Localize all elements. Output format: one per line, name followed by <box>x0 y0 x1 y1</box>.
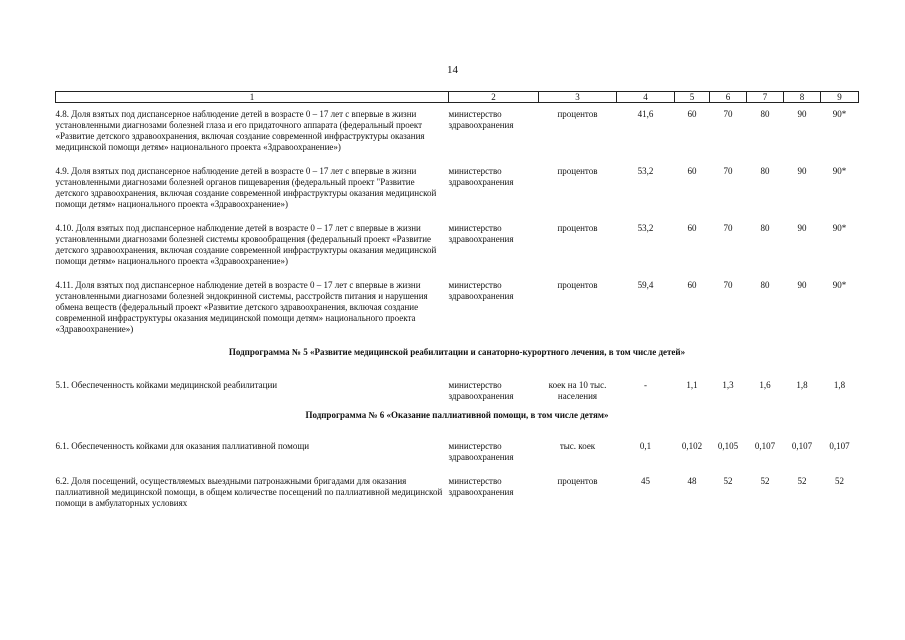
col-header-1: 1 <box>56 92 449 103</box>
value-col8: 90 <box>797 223 807 233</box>
value-col7: 80 <box>760 280 770 290</box>
value-col6: 52 <box>723 476 733 486</box>
unit: процентов <box>557 166 598 176</box>
value-col4: - <box>644 380 647 390</box>
unit: коек на 10 тыс. населения <box>548 380 607 401</box>
responsible: министерство здравоохранения <box>448 476 514 497</box>
value-col5: 1,1 <box>686 380 698 390</box>
value-col7: 80 <box>760 166 770 176</box>
value-col8: 0,107 <box>791 441 813 451</box>
value-col5: 60 <box>687 166 697 176</box>
responsible: министерство здравоохранения <box>448 380 514 401</box>
unit: тыс. коек <box>559 441 596 451</box>
col-header-5: 5 <box>675 92 710 103</box>
value-col7: 52 <box>760 476 770 486</box>
responsible: министерство здравоохранения <box>448 280 514 301</box>
responsible: министерство здравоохранения <box>448 441 514 462</box>
value-col9: 90* <box>832 166 847 176</box>
value-col4: 53,2 <box>637 223 654 233</box>
subprogram-heading <box>56 335 859 380</box>
value-col4: 59,4 <box>637 280 654 290</box>
value-col4: 0,1 <box>639 441 652 451</box>
indicators-table <box>55 91 859 509</box>
table-row <box>56 476 859 509</box>
value-col8: 90 <box>797 280 807 290</box>
table-row <box>56 223 859 280</box>
value-col7: 1,6 <box>759 380 771 390</box>
table-row <box>56 441 859 476</box>
indicator-name: 4.8. Доля взятых под диспансерное наблюдение детей в возрасте 0 – 17 лет с впервые в жизни установленными диагнозами болезней глаза и его придаточного аппарата (федеральный проект «Развитие детского здравоохранения, включая создание современной инфраструктуры оказания медицинской помощи детям» национального проекта «Здравоохранение») <box>55 109 425 152</box>
value-col5: 48 <box>687 476 697 486</box>
value-col9: 0,107 <box>829 441 850 451</box>
value-col4: 45 <box>641 476 650 486</box>
value-col7: 80 <box>760 109 770 119</box>
value-col9: 90* <box>832 280 847 290</box>
col-header-4: 4 <box>617 92 675 103</box>
indicator-name: 4.10. Доля взятых под диспансерное наблюдение детей в возрасте 0 – 17 лет с впервые в жизни установленными диагнозами болезней системы кровообращения (федеральный проект «Развитие детского здравоохранения, включая создание современной инфраструктуры оказания медицинской помощи детям» национального проекта «Здравоохранение») <box>55 223 437 266</box>
value-col6: 0,105 <box>717 441 739 451</box>
unit: процентов <box>557 280 598 290</box>
value-col9: 52 <box>835 476 844 486</box>
col-header-9: 9 <box>821 92 859 103</box>
value-col6: 70 <box>723 166 733 176</box>
indicator-name: 5.1. Обеспеченность койками медицинской реабилитации <box>55 380 278 390</box>
value-col8: 52 <box>797 476 807 486</box>
value-col8: 1,8 <box>796 380 808 390</box>
unit: процентов <box>557 223 598 233</box>
value-col6: 70 <box>723 109 733 119</box>
value-col4: 41,6 <box>637 109 654 119</box>
indicator-name: 6.2. Доля посещений, осуществляемых выездными патронажными бригадами для оказания паллиативной медицинской помощи, в общем количестве посещений по паллиативной медицинской помощи в амбулаторных условиях <box>55 476 443 508</box>
value-col9: 90* <box>832 223 847 233</box>
value-col5: 60 <box>687 280 697 290</box>
indicator-name: 4.9. Доля взятых под диспансерное наблюдение детей в возрасте 0 – 17 лет с впервые в жизни установленными диагнозами болезней органов пищеварения (федеральный проект "Развитие детского здравоохранения, включая создание современной инфраструктуры оказания медицинской помощи детям» национального проекта «Здравоохранение») <box>55 166 437 209</box>
value-col6: 70 <box>723 223 733 233</box>
value-col9: 1,8 <box>833 380 846 390</box>
page-number: 14 <box>447 64 458 76</box>
subprogram-5-title: Подпрограмма № 5 «Развитие медицинской реабилитации и санаторно-курортного лечения, в том числе детей» <box>228 347 686 357</box>
table-row <box>56 166 859 223</box>
indicator-name: 4.11. Доля взятых под диспансерное наблюдение детей в возрасте 0 – 17 лет с впервые в жизни установленными диагнозами болезней эндокринной системы, расстройств питания и нарушения обмена веществ (федеральный проект «Развитие детского здравоохранения, включая создание современной инфраструктуры оказания медицинской помощи детям» национального проекта «Здравоохранение») <box>55 280 428 334</box>
responsible: министерство здравоохранения <box>448 223 514 244</box>
subprogram-heading <box>56 402 859 441</box>
value-col8: 90 <box>797 166 807 176</box>
value-col6: 70 <box>723 280 733 290</box>
value-col9: 90* <box>832 109 847 119</box>
col-header-7: 7 <box>747 92 784 103</box>
value-col6: 1,3 <box>722 380 734 390</box>
table-row <box>56 380 859 402</box>
subprogram-6-title: Подпрограмма № 6 «Оказание паллиативной помощи, в том числе детям» <box>305 410 609 420</box>
col-header-2: 2 <box>449 92 539 103</box>
value-col7: 0,107 <box>754 441 776 451</box>
unit: процентов <box>557 109 598 119</box>
table-row <box>56 280 859 335</box>
value-col7: 80 <box>760 223 770 233</box>
value-col4: 53,2 <box>637 166 654 176</box>
indicator-name: 6.1. Обеспеченность койками для оказания паллиативной помощи <box>55 441 310 451</box>
column-number-row <box>56 92 859 103</box>
unit: процентов <box>557 476 598 486</box>
value-col5: 0,102 <box>681 441 703 451</box>
responsible: министерство здравоохранения <box>448 166 514 187</box>
table-row <box>56 109 859 166</box>
col-header-8: 8 <box>784 92 821 103</box>
col-header-6: 6 <box>710 92 747 103</box>
responsible: министерство здравоохранения <box>448 109 514 130</box>
value-col8: 90 <box>797 109 807 119</box>
value-col5: 60 <box>687 223 697 233</box>
col-header-3: 3 <box>539 92 617 103</box>
value-col5: 60 <box>687 109 697 119</box>
